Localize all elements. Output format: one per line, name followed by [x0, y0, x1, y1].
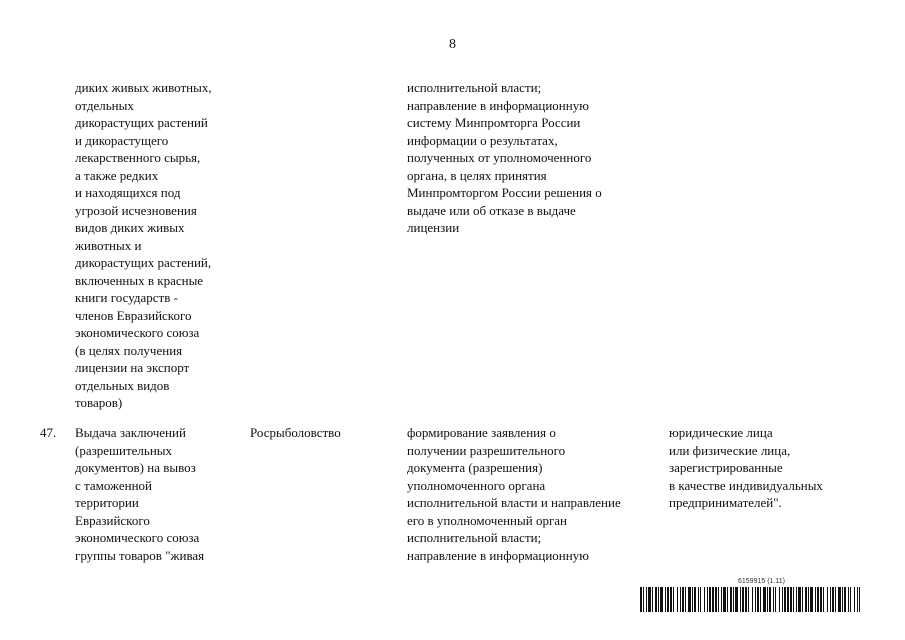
barcode-bar — [670, 587, 672, 612]
text-line: и находящихся под — [75, 185, 181, 200]
text-line: исполнительной власти; — [407, 530, 542, 545]
barcode-bar — [680, 587, 681, 612]
barcode-label: 6159915 (1.11) — [738, 578, 785, 585]
row-47-action-cell — [407, 424, 621, 564]
text-line: в качестве индивидуальных — [669, 477, 823, 493]
barcode-bar — [692, 587, 693, 612]
barcode — [640, 587, 860, 612]
barcode-bar — [767, 587, 768, 612]
text-line: зарегистрированные — [669, 460, 783, 475]
text-line: членов Евразийского — [75, 307, 192, 323]
text-line: исполнительной власти и направление — [407, 495, 621, 510]
barcode-bar — [769, 587, 771, 612]
barcode-bar — [677, 587, 678, 612]
barcode-bar — [787, 587, 789, 612]
barcode-bar — [718, 587, 719, 612]
text-line: полученных от уполномоченного — [407, 150, 592, 165]
text-line: диких живых животных, — [75, 80, 212, 95]
barcode-bar — [848, 587, 849, 612]
text-line: юридические лица — [669, 425, 773, 440]
barcode-bar — [652, 587, 653, 612]
barcode-bar — [763, 587, 766, 612]
barcode-bar — [643, 587, 644, 612]
barcode-bar — [805, 587, 807, 612]
continuation-object-cell — [75, 79, 212, 412]
barcode-bar — [820, 587, 822, 612]
barcode-bar — [817, 587, 819, 612]
text-line: предпринимателей". — [669, 495, 782, 510]
text-line: группы товаров "живая — [75, 547, 205, 563]
text-line: дикорастущих растений — [75, 115, 208, 130]
barcode-bar — [842, 587, 843, 612]
text-line: его в уполномоченный орган — [407, 512, 568, 528]
barcode-bar — [802, 587, 803, 612]
barcode-bar — [757, 587, 759, 612]
barcode-bar — [730, 587, 732, 612]
text-line: (в целях получения — [75, 342, 183, 358]
barcode-bar — [827, 587, 828, 612]
text-line: направление в информационную — [407, 97, 589, 113]
barcode-bar — [682, 587, 684, 612]
text-line: выдаче или об отказе в выдаче — [407, 202, 576, 218]
text-line: а также редких — [75, 167, 159, 183]
text-line: экономического союза — [75, 530, 200, 545]
text-line: книги государств - — [75, 290, 178, 305]
barcode-bar — [779, 587, 780, 612]
text-line: или физические лица, — [669, 442, 791, 458]
barcode-bar — [823, 587, 824, 612]
barcode-bar — [727, 587, 728, 612]
text-line: исполнительной власти; — [407, 80, 542, 95]
barcode-bar — [700, 587, 701, 612]
barcode-bar — [810, 587, 813, 612]
barcode-bar — [707, 587, 708, 612]
barcode-bar — [721, 587, 722, 612]
barcode-bar — [733, 587, 734, 612]
text-line: дикорастущих растений, — [75, 255, 212, 270]
barcode-bar — [685, 587, 686, 612]
text-line: и дикорастущего — [75, 132, 169, 148]
barcode-bar — [740, 587, 741, 612]
text-line: экономического союза — [75, 325, 200, 340]
barcode-bar — [798, 587, 801, 612]
text-line: формирование заявления о — [407, 425, 556, 440]
barcode-bar — [835, 587, 836, 612]
page-number: 8 — [449, 37, 456, 52]
barcode-bar — [808, 587, 809, 612]
barcode-bar — [712, 587, 714, 612]
text-line: отдельных видов — [75, 377, 170, 393]
barcode-bar — [838, 587, 841, 612]
text-line: угрозой исчезновения — [75, 202, 197, 218]
barcode-bar — [850, 587, 851, 612]
row-47-applicant-cell — [669, 424, 823, 512]
barcode-bar — [665, 587, 666, 612]
text-line: отдельных — [75, 97, 134, 113]
barcode-bar — [745, 587, 747, 612]
text-line: видов диких живых — [75, 220, 185, 235]
text-line: получении разрешительного — [407, 442, 566, 458]
barcode-bar — [796, 587, 797, 612]
text-line: систему Минпромторга России — [407, 115, 581, 130]
barcode-bar — [782, 587, 783, 612]
barcode-bar — [658, 587, 659, 612]
barcode-bar — [752, 587, 753, 612]
row-47-service-cell — [75, 424, 204, 564]
barcode-bar — [760, 587, 761, 612]
text-line: информации о результатах, — [407, 132, 558, 148]
text-line: Выдача заключений — [75, 425, 186, 440]
barcode-bar — [704, 587, 705, 612]
barcode-bar — [673, 587, 674, 612]
text-line: с таможенной — [75, 477, 152, 493]
text-line: лицензии — [407, 220, 460, 235]
barcode-bar — [655, 587, 657, 612]
row-47-authority: Росрыболовство — [250, 425, 341, 440]
continuation-action-cell — [407, 79, 602, 237]
text-line: Минпромторгом России решения о — [407, 185, 602, 200]
text-line: органа, в целях принятия — [407, 167, 547, 183]
text-line: лицензии на экспорт — [75, 360, 190, 375]
barcode-bar — [832, 587, 834, 612]
barcode-bar — [755, 587, 756, 612]
barcode-bar — [715, 587, 717, 612]
text-line: документа (разрешения) — [407, 460, 543, 475]
barcode-bar — [784, 587, 786, 612]
barcode-bar — [748, 587, 749, 612]
barcode-bar — [815, 587, 816, 612]
barcode-bar — [830, 587, 831, 612]
barcode-bar — [646, 587, 647, 612]
text-line: (разрешительных — [75, 442, 173, 458]
barcode-bar — [698, 587, 699, 612]
barcode-bar — [773, 587, 774, 612]
text-line: документов) на вывоз — [75, 460, 196, 475]
barcode-bar — [723, 587, 726, 612]
text-line: животных и — [75, 237, 142, 253]
text-line: Евразийского — [75, 512, 150, 528]
barcode-bar — [857, 587, 858, 612]
text-line: включенных в красные — [75, 272, 204, 288]
text-line: товаров) — [75, 395, 123, 410]
barcode-bar — [688, 587, 691, 612]
barcode-bar — [648, 587, 651, 612]
barcode-bar — [775, 587, 776, 612]
barcode-bar — [667, 587, 669, 612]
barcode-bar — [735, 587, 738, 612]
text-line: уполномоченного органа — [407, 477, 546, 493]
barcode-bar — [640, 587, 642, 612]
barcode-bar — [844, 587, 846, 612]
barcode-bar — [742, 587, 744, 612]
barcode-bar — [660, 587, 663, 612]
barcode-bar — [709, 587, 711, 612]
barcode-bar — [859, 587, 860, 612]
barcode-bar — [694, 587, 696, 612]
barcode-bar — [793, 587, 794, 612]
text-line: направление в информационную — [407, 547, 589, 563]
text-line: лекарственного сырья, — [75, 150, 201, 165]
barcode-bar — [790, 587, 792, 612]
barcode-bar — [854, 587, 855, 612]
row-47-number: 47. — [40, 425, 57, 440]
text-line: территории — [75, 495, 139, 510]
